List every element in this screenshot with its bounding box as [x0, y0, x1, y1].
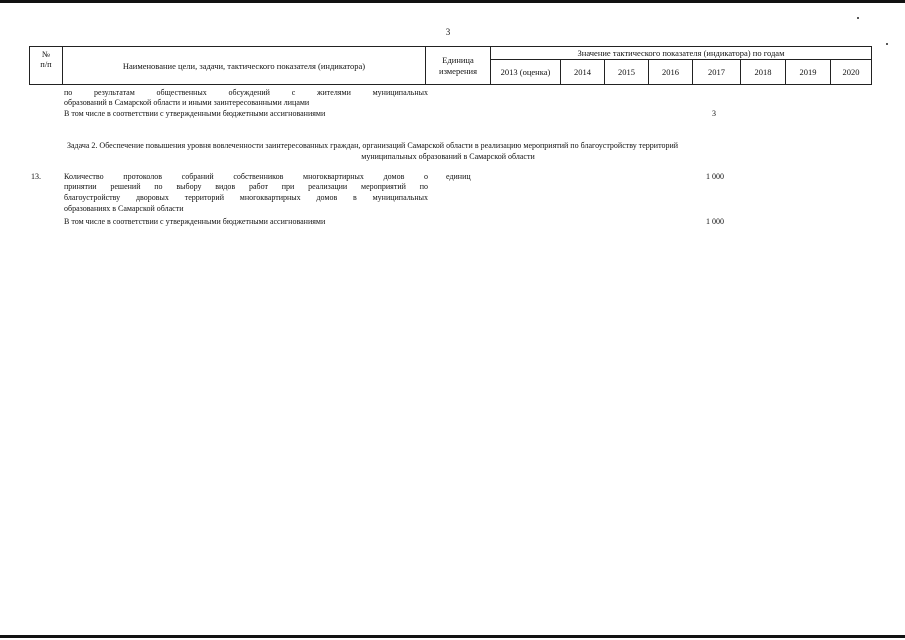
continuation-line-2: образований в Самарской области и иными заинтересованными лицами [64, 98, 310, 107]
row-13-subtotal-label: В том числе в соответствии с утвержденными бюджетными ассигнованиями [64, 217, 326, 226]
scan-top-border [0, 0, 905, 3]
header-year-2015: 2015 [605, 60, 649, 85]
header-year-2019: 2019 [786, 60, 831, 85]
header-year-2018: 2018 [741, 60, 786, 85]
header-year-2020: 2020 [831, 60, 872, 85]
header-year-2014: 2014 [561, 60, 605, 85]
header-unit-line1: Единица [442, 54, 474, 65]
header-unit-line2: измерения [439, 65, 477, 76]
header-number-abbr: п/п [40, 59, 52, 69]
row-13-name-line-1: Количество протоколов собраний собственников многоквартирных домов о [64, 172, 428, 181]
header-year-2016: 2016 [649, 60, 693, 85]
row-13-subtotal-value-2017: 1 000 [706, 217, 724, 226]
continuation-subtotal-label: В том числе в соответствии с утвержденными бюджетными ассигнованиями [64, 109, 326, 118]
header-name-cell: Наименование цели, задачи, тактического показателя (индикатора) [63, 47, 426, 85]
row-13-name-line-2: принятии решений по выбору видов работ при реализации мероприятий по [64, 182, 428, 191]
header-number-cell [30, 47, 63, 85]
row-13-name-line-3: благоустройству дворовых территорий многоквартирных домов в муниципальных [64, 193, 428, 202]
header-number-symbol: № [41, 49, 51, 59]
header-year-2017: 2017 [693, 60, 741, 85]
header-unit-cell [426, 47, 491, 85]
header-years-group: Значение тактического показателя (индикатора) по годам [491, 47, 872, 60]
scan-speck [857, 17, 859, 19]
task2-heading-line-1: Задача 2. Обеспечение повышения уровня вовлеченности заинтересованных граждан, организаций Самарской области в реализацию мероприятий по благоустройству территорий [67, 141, 679, 150]
row-13-number: 13. [31, 172, 41, 181]
page-number: 3 [445, 27, 451, 37]
table-header [29, 46, 872, 85]
continuation-line-1: по результатам общественных обсуждений с жителями муниципальных [64, 88, 428, 97]
header-year-2013: 2013 (оценка) [491, 60, 561, 85]
continuation-subtotal-value-2017: 3 [712, 109, 716, 118]
task2-heading-line-2: муниципальных образований в Самарской области [361, 152, 535, 161]
row-13-name-line-4: образованиях в Самарской области [64, 204, 184, 213]
row-13-value-2017: 1 000 [706, 172, 724, 181]
row-13-unit: единиц [446, 172, 471, 181]
scan-bottom-border [0, 635, 905, 638]
scan-speck [886, 43, 888, 45]
